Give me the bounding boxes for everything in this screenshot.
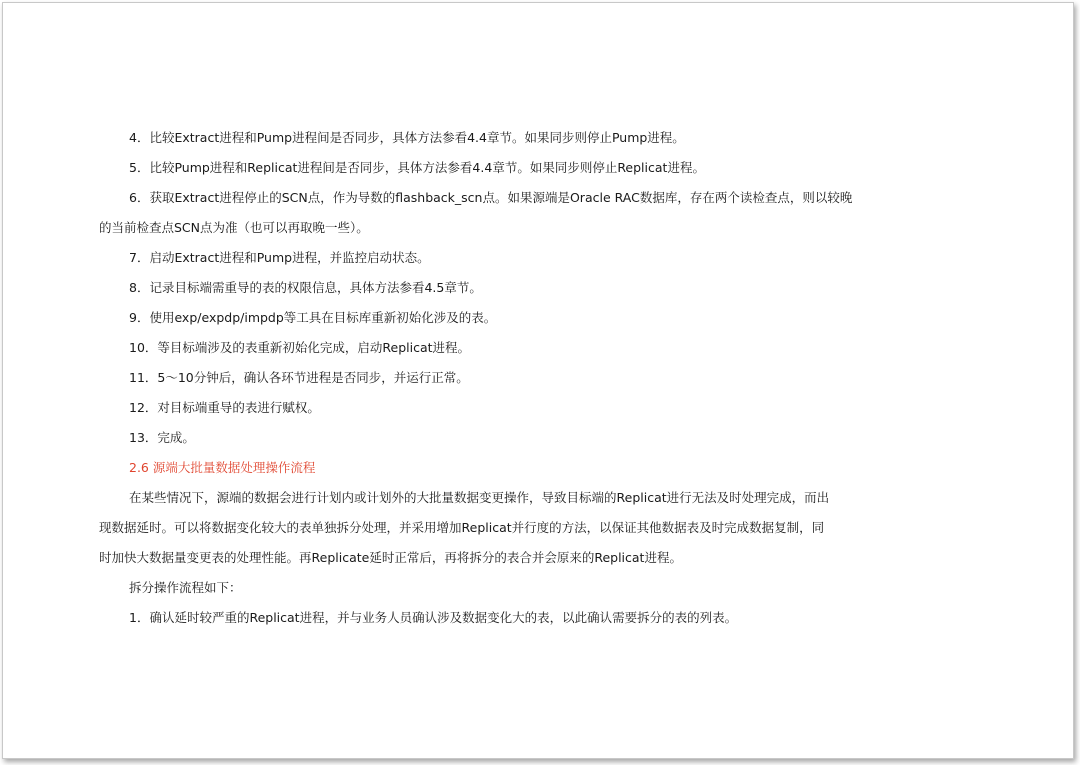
step-13: 13．完成。 bbox=[129, 430, 195, 445]
step-10: 10．等目标端涉及的表重新初始化完成，启动Replicat进程。 bbox=[129, 340, 471, 355]
step-5: 5．比较Pump进程和Replicat进程间是否同步，具体方法参看4.4章节。如果同步则停止Replicat进程。 bbox=[129, 160, 705, 175]
step-11: 11．5～10分钟后，确认各环节进程是否同步，并运行正常。 bbox=[129, 370, 469, 385]
intro-line: 拆分操作流程如下： bbox=[129, 580, 242, 595]
step-9: 9．使用exp/expdp/impdp等工具在目标库重新初始化涉及的表。 bbox=[129, 310, 497, 325]
step-8: 8．记录目标端需重导的表的权限信息，具体方法参看4.5章节。 bbox=[129, 280, 482, 295]
step-6: 6．获取Extract进程停止的SCN点，作为导数的flashback_scn点。如果源端是Oracle RAC数据库，存在两个读检查点，则以较晚 bbox=[129, 190, 853, 205]
document-content bbox=[99, 127, 879, 637]
step-7: 7．启动Extract进程和Pump进程，并监控启动状态。 bbox=[129, 250, 430, 265]
final-step-1: 1．确认延时较严重的Replicat进程，并与业务人员确认涉及数据变化大的表，以此确认需要拆分的表的列表。 bbox=[129, 610, 738, 625]
step-12: 12．对目标端重导的表进行赋权。 bbox=[129, 400, 320, 415]
paragraph-line-1: 在某些情况下，源端的数据会进行计划内或计划外的大批量数据变更操作，导致目标端的Replicat进行无法及时处理完成，而出 bbox=[129, 490, 830, 505]
step-4: 4．比较Extract进程和Pump进程间是否同步，具体方法参看4.4章节。如果同步则停止Pump进程。 bbox=[129, 130, 685, 145]
document-page bbox=[2, 2, 1074, 759]
paragraph-line-3: 时加快大数据量变更表的处理性能。再Replicate延时正常后，再将拆分的表合并会原来的Replicat进程。 bbox=[99, 550, 682, 565]
section-heading: 2.6 源端大批量数据处理操作流程 bbox=[129, 460, 316, 475]
paragraph-line-2: 现数据延时。可以将数据变化较大的表单独拆分处理，并采用增加Replicat并行度的方法，以保证其他数据表及时完成数据复制，同 bbox=[99, 520, 825, 535]
step-6-continued: 的当前检查点SCN点为准（也可以再取晚一些）。 bbox=[99, 220, 369, 235]
